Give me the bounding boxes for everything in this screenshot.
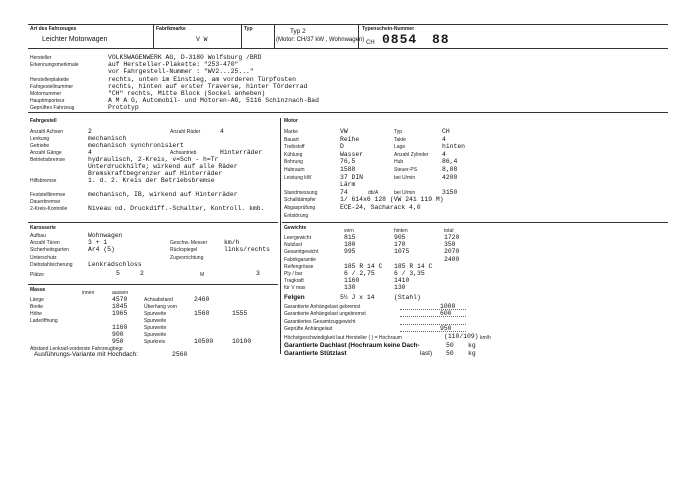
gewichte-title: Gewichte: [284, 225, 307, 231]
general-value: rechts, hinten auf erster Traverse, hinter Tôrderrad: [108, 82, 308, 90]
masse-label: Höhe: [30, 311, 42, 317]
masse-value: 10500: [194, 338, 214, 345]
karosserie-label: Aufbau: [30, 233, 46, 239]
fahrgestell-label: Achsantrieb: [170, 150, 197, 156]
vmax-label: Höchstgeschwindigkeit laut Hersteller ( ) = Hochraum: [284, 335, 402, 341]
gewichte-label: für V max: [284, 285, 306, 292]
general-label: Hauptimporteur: [30, 98, 65, 105]
gewichte-value: 130: [344, 284, 356, 292]
ausfuehrung-label: Ausführungs-Variante mit Hochdach:: [34, 351, 138, 358]
motor-label: Treibstoff: [284, 144, 305, 151]
karosserie-label: Diebstahlsicherung: [30, 261, 73, 268]
fahrgestell-label: Anzahl Achsen: [30, 129, 64, 135]
motor-value: hinten: [442, 143, 466, 151]
motor-label: Standmessung: [284, 189, 318, 196]
masse-value: 950: [112, 338, 124, 345]
gewichte-value: 815: [344, 234, 356, 241]
marke-value: V W: [196, 36, 208, 43]
type-certificate-sheet: [28, 24, 668, 358]
general-label: Erkennungsmerkmale: [30, 62, 79, 69]
motor-label: Lage: [394, 144, 406, 151]
masse-label: Überhang vorn: [144, 304, 178, 310]
gewichte-value: 995: [344, 248, 356, 256]
gewichte-label: Nutzlast: [284, 242, 303, 249]
col-vorn: vorn: [344, 228, 354, 234]
gewichte-line-label: Garantierte Anhängelast ungebremst: [284, 311, 366, 318]
masse-label: Spurweite: [144, 332, 167, 338]
masse-label: Spurkreis: [144, 339, 166, 345]
general-label: Hersteller: [30, 55, 52, 61]
fahrgestell-label: Getriebe: [30, 143, 50, 149]
dachlast-unit: kg: [468, 342, 476, 349]
karosserie-label: Anzahl Türen: [30, 240, 60, 247]
rule-general-bottom: [28, 112, 668, 113]
motor-label: Takte: [394, 136, 406, 143]
karosserie-label: Zugvorrichtung: [170, 254, 204, 261]
gewichte-value: 180: [344, 241, 356, 249]
fahrgestell-value: hydraulisch, 2-Kreis, v=Sch - h=Tr: [88, 156, 219, 163]
dotted-line: [400, 316, 466, 317]
motor-value: 4: [442, 150, 446, 158]
dachlast-label: Garantierte Dachlast (Hochraum keine Dach-: [284, 342, 420, 349]
gewichte-value: 130: [394, 284, 406, 292]
masse-label: Spurweite: [144, 318, 167, 324]
gewichte-label: Leergewicht: [284, 235, 311, 241]
motor-value: 1/ 614x6 128 (VW 241 119 M): [340, 196, 444, 204]
fahrgestell-label: Feststellbremse: [30, 192, 66, 198]
divider: [241, 24, 242, 48]
rule: [28, 222, 278, 223]
felgen-note: (Stahl): [394, 294, 421, 301]
general-label: Geprüftes Fahrzeug: [30, 105, 75, 112]
ch-label: CH: [366, 40, 375, 46]
gewichte-value: 185 R 14 C: [344, 262, 383, 270]
gewichte-line-value: 600: [440, 310, 452, 318]
gewichte-label: Ply / bar: [284, 271, 303, 277]
motor-label: Hubraum: [284, 167, 305, 173]
general-value: VOLKSWAGENWERK AG, D-3180 Wolfsburg /BRD: [108, 54, 262, 61]
motor-label: Bauart: [284, 136, 299, 143]
gewichte-line-label: Garantiertes Gesamtzuggewicht: [284, 318, 356, 325]
general-label: Fahrgestellnummer: [30, 83, 74, 90]
motor-value: Lärm: [340, 181, 356, 189]
fahrgestell-value: mechanisch: [88, 135, 127, 142]
ausfuehrung-value: 2560: [172, 351, 188, 358]
motor-label: Typ: [394, 129, 403, 135]
gewichte-line-label: Garantierte Anhängelast gebremst: [284, 304, 361, 310]
masse-label: Spurweite: [144, 311, 167, 317]
masse-footnote: Abstand Lenkrad-vorderste Fahrzeugbegr.: [30, 346, 124, 352]
rule: [28, 284, 278, 285]
motor-value: 37 DIN: [340, 173, 364, 181]
karosserie-label: Rückspiegel: [170, 247, 198, 254]
vmax-unit: km/h: [480, 335, 491, 341]
motor-label: Entstörung: [284, 212, 309, 219]
motor-label: Leistung kW: [284, 174, 312, 181]
masse-value: 1555: [232, 310, 248, 317]
masse-value: 4570: [112, 296, 128, 303]
stuetz-label: Garantierte Stützlast: [284, 350, 347, 357]
gewichte-value: 1410: [394, 277, 410, 285]
motor-value: D: [340, 143, 344, 151]
fahrgestell-label: 2-Kreis-Kontrolle: [30, 206, 68, 212]
gewichte-line-value: 1000: [440, 303, 456, 310]
m-value: 3: [256, 270, 260, 277]
gewichte-label: Gesamtgewicht: [284, 249, 319, 256]
general-value: A M A G, Automobil- und Motoren-AG, 5116 Schinznach-Bad: [108, 97, 319, 105]
col-total: total: [444, 228, 454, 234]
motor-value: Reihe: [340, 135, 360, 143]
masse-value: 1965: [112, 310, 128, 317]
dotted-line: [400, 309, 466, 310]
motor-value: 76,5: [340, 158, 356, 166]
gewichte-line-value: 950: [440, 325, 452, 333]
karosserie-value: 3 + 1: [88, 239, 108, 247]
karosserie-label: Geschw.-Messer: [170, 240, 208, 247]
general-value: vor Fahrgestell-Nummer : "WV2...25...": [108, 68, 254, 76]
masse-value: 900: [112, 331, 124, 338]
gewichte-value: 1075: [394, 248, 410, 256]
gewichte-value: 2070: [444, 248, 460, 256]
fahrgestell-value: Hinterräder: [220, 149, 263, 156]
fahrgestell-value: mechanisch synchronisiert: [88, 142, 184, 149]
art-label: Art des Fahrzeuges: [30, 26, 77, 32]
karosserie-title: Karosserie: [30, 225, 56, 231]
gewichte-value: 1160: [344, 277, 360, 285]
motor-value: CH: [442, 128, 450, 135]
masse-value: 1560: [194, 310, 210, 317]
gewichte-label: Reifengrösse: [284, 263, 314, 270]
masse-value: 1845: [112, 303, 128, 310]
karosserie-value: Ar4 (5): [88, 246, 115, 254]
rule: [282, 222, 668, 223]
plaetze-value: 5: [116, 270, 120, 277]
masse-label: Achsabstand: [144, 297, 173, 303]
plaetze-mid: 2: [140, 270, 144, 277]
masse-label: Länge: [30, 297, 44, 303]
motor-value: Wasser: [340, 150, 364, 158]
gewichte-value: 170: [394, 241, 406, 249]
fahrgestell-value: 2: [88, 128, 92, 135]
masse-value: 1160: [112, 324, 128, 331]
typ-detail: (Motor: CH/37 kW , Wohnwagen): [276, 37, 365, 43]
gewichte-value: 2400: [444, 255, 460, 263]
motor-value: 74: [340, 188, 348, 196]
motor-value: 8,08: [442, 166, 458, 173]
karosserie-value: Lenkradschloss: [88, 260, 142, 268]
dotted-line: [400, 324, 466, 325]
motor-label: Bohrung: [284, 159, 303, 166]
karosserie-value: Wohnwagen: [88, 232, 123, 239]
karosserie-value: links/rechts: [224, 246, 271, 254]
motor-value: 4: [442, 135, 446, 143]
general-value: rechts, unten im Einstieg, am vorderen Türpfosten: [108, 75, 296, 83]
motor-label: Kühlung: [284, 151, 303, 158]
motor-label: Schalldämpfer: [284, 197, 316, 204]
fahrgestell-title: Fahrgestell: [30, 118, 57, 124]
general-value: auf Hersteller-Plakette: "253-470": [108, 61, 239, 69]
fahrgestell-label: Dauerbremse: [30, 199, 61, 205]
general-label: Herstellerplakette: [30, 76, 69, 83]
fahrgestell-label: Anzahl Räder: [170, 129, 201, 135]
fahrgestell-label: Anzahl Gänge: [30, 150, 62, 156]
gewichte-value: 185 R 14 C: [394, 262, 433, 270]
motor-value: 4200: [442, 173, 458, 181]
motor-label: Anzahl Zylinder: [394, 151, 429, 158]
stuetz-value: 50: [446, 350, 454, 357]
felgen-label: Felgen: [284, 294, 305, 301]
fahrgestell-label: Lenkung: [30, 136, 50, 142]
fahrgestell-value: Unterdruckhilfe; wirkend auf alle Räder: [88, 163, 238, 170]
gewichte-label: Fabrikgarantie: [284, 256, 316, 263]
motor-label: Steuer-PS: [394, 167, 418, 173]
motor-value: VW: [340, 128, 348, 135]
col-innen: innen: [82, 290, 95, 296]
gewichte-value: 6 / 3,35: [394, 270, 425, 277]
col-hinten: hinten: [394, 228, 408, 234]
divider: [153, 24, 154, 48]
m-label: M: [200, 272, 205, 278]
fahrgestell-value: 4: [88, 149, 92, 156]
masse-label: Breite: [30, 304, 44, 310]
divider: [274, 24, 275, 48]
masse-value: 10100: [232, 338, 252, 345]
plaetze-label: Plätze: [30, 272, 44, 278]
masse-title: Masse: [30, 287, 46, 293]
motor-label: Hub: [394, 159, 404, 166]
karosserie-label: Unterschutz: [30, 254, 57, 261]
gewichte-line-label: Geprüfte Anhängelast: [284, 326, 333, 333]
motor-label: Abgasprüfung: [284, 205, 316, 211]
masse-label: Spurweite: [144, 325, 167, 331]
karosserie-value: km/h: [224, 239, 240, 247]
motor-value: 1588: [340, 166, 356, 173]
dachlast-cont: last): [420, 350, 433, 357]
motor-title: Motor: [284, 118, 298, 124]
fahrgestell-label: Hilfsbremse: [30, 178, 57, 184]
fahrgestell-value: Niveau od. Druckdiff.-Schalter, Kontroll. kmb.: [88, 205, 265, 212]
rule-top: [28, 24, 668, 25]
gewichte-value: 350: [444, 241, 456, 249]
motor-value: ECE-24, Sacharack 4,0: [340, 204, 421, 211]
gewichte-label: Tragkraft: [284, 278, 304, 285]
vmax-value: (110/109): [444, 333, 479, 340]
motor-label: bei U/min: [394, 174, 416, 181]
schein-label: Typenschein-Nummer: [362, 26, 415, 32]
motor-label: Marke: [284, 129, 298, 135]
general-value: "CH" rechts, Mitte Block (Sockel anheben): [108, 90, 266, 97]
divider: [358, 24, 359, 48]
general-label: Motornummer: [30, 91, 62, 97]
fahrgestell-value: Bremskraftbegrenzer auf Hinterräder: [88, 170, 223, 177]
motor-unit: db/A: [368, 189, 379, 196]
typ-label: Typ: [244, 26, 253, 32]
fahrgestell-value: 4: [220, 128, 224, 135]
fahrgestell-label: Betriebsbremse: [30, 157, 66, 163]
gewichte-value: 1720: [444, 234, 460, 241]
column-divider: [280, 118, 281, 354]
stuetz-unit: kg: [468, 350, 476, 357]
general-value: Prototyp: [108, 104, 139, 112]
masse-value: 2460: [194, 296, 210, 303]
typ-value: Typ 2: [290, 28, 306, 35]
col-aussen: aussen: [112, 290, 129, 296]
masse-label: Ladeöffnung: [30, 318, 58, 324]
dachlast-value: 50: [446, 342, 454, 349]
fahrgestell-value: mechanisch, IB, wirkend auf Hinterräder: [88, 191, 238, 198]
fahrgestell-value: 1. d. 2. Kreis der Betriebsbremse: [88, 177, 215, 184]
karosserie-label: Sicherheitsgurten: [30, 247, 69, 254]
rule-header-bottom: [28, 48, 668, 49]
marke-label: Fabrikmarke: [156, 26, 186, 32]
certificate-number-b: 88: [432, 32, 450, 47]
motor-label: bei U/min: [394, 189, 416, 196]
certificate-number-a: 0854: [382, 32, 418, 47]
gewichte-value: 905: [394, 234, 406, 241]
gewichte-value: 6 / 2,75: [344, 270, 375, 277]
felgen-value: 5½ J x 14: [340, 294, 375, 301]
art-value: Leichter Motorwagen: [42, 36, 108, 43]
motor-value: 86,4: [442, 158, 458, 166]
motor-value: 3150: [442, 188, 458, 196]
